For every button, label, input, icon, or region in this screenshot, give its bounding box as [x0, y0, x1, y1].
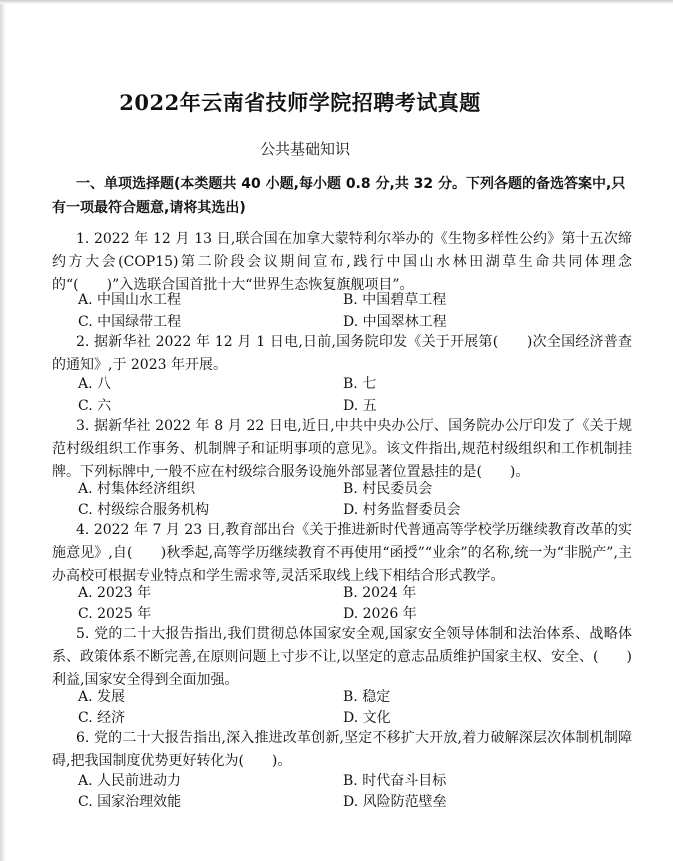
question-5-stem: 5. 党的二十大报告指出,我们贯彻总体国家安全观,国家安全领导体制和法治体系、战略体系、政策体系不断完善,在原则问题上寸步不让,以坚定的意志品质维护国家主权、安全、( )利益,国家安全得到全面加强。	[52, 626, 632, 688]
question-1-option-c: C. 中国绿带工程	[78, 314, 182, 330]
question-3-option-b: B. 村民委员会	[343, 481, 433, 497]
question-6-stem: 6. 党的二十大报告指出,深入推进改革创新,坚定不移扩大开放,着力破解深层次体制机制障碍,把我国制度优势更好转化为( )。	[52, 730, 632, 769]
page-subtitle: 公共基础知识	[259, 140, 350, 158]
question-6-option-b: B. 时代奋斗目标	[343, 773, 447, 789]
question-4-option-a: A. 2023 年	[78, 585, 152, 601]
question-3-option-d: D. 村务监督委员会	[343, 502, 461, 518]
question-1-option-d: D. 中国翠林工程	[343, 314, 447, 330]
question-6-option-a: A. 人民前进动力	[78, 773, 182, 789]
question-1-option-b: B. 中国碧草工程	[343, 292, 447, 308]
question-6-option-c: C. 国家治理效能	[78, 794, 182, 810]
question-4-option-b: B. 2024 年	[343, 585, 417, 601]
question-4-stem: 4. 2022 年 7 月 23 日,教育部出台《关于推进新时代普通高等学校学历继续教育改革的实施意见》,自( )秋季起,高等学历继续教育不再使用“函授”“业余”的名称,统一为“非脱产”,主办高校可根据专业特点和学生需求等,灵活采取线上线下相结合形式教学。	[52, 522, 632, 584]
question-4-option-c: C. 2025 年	[78, 606, 152, 622]
question-5-option-c: C. 经济	[78, 710, 126, 726]
section-heading: 一、单项选择题(本类题共 40 小题,每小题 0.8 分,共 32 分。下列各题的备选答案中,只有一项最符合题意,请将其选出)	[52, 176, 626, 216]
question-2-stem: 2. 据新华社 2022 年 12 月 1 日电,日前,国务院印发《关于开展第( )次全国经济普查的通知》,于 2023 年开展。	[52, 334, 632, 373]
question-2-option-a: A. 八	[78, 376, 112, 392]
question-1-option-a: A. 中国山水工程	[78, 292, 182, 308]
question-4-option-d: D. 2026 年	[343, 606, 417, 622]
question-3-option-c: C. 村级综合服务机构	[78, 502, 210, 518]
question-5-option-d: D. 文化	[343, 710, 391, 726]
question-2-option-c: C. 六	[78, 398, 112, 414]
question-2-option-d: D. 五	[343, 398, 377, 414]
question-1-stem: 1. 2022 年 12 月 13 日,联合国在加拿大蒙特利尔举办的《生物多样性公约》第十五次缔约方大会(COP15)第二阶段会议期间宣布,践行中国山水林田湖草生命共同体理念的“( )”入选联合国首批十大“世界生态恢复旗舰项目”。	[52, 231, 632, 293]
question-5-option-b: B. 稳定	[343, 689, 391, 705]
scan-shadow-left	[0, 0, 6, 861]
question-6-option-d: D. 风险防范壁垒	[343, 794, 447, 810]
page-title: 2022年云南省技师学院招聘考试真题	[119, 90, 481, 115]
scan-shadow-top	[0, 0, 673, 4]
question-2-option-b: B. 七	[343, 376, 377, 392]
question-3-option-a: A. 村集体经济组织	[78, 481, 196, 497]
question-5-option-a: A. 发展	[78, 689, 126, 705]
question-3-stem: 3. 据新华社 2022 年 8 月 22 日电,近日,中共中央办公厅、国务院办公厅印发了《关于规范村级组织工作事务、机制牌子和证明事项的意见》。该文件指出,规范村级组织和工作机制挂牌。下列标牌中,一般不应在村级综合服务设施外部显著位置悬挂的是( )。	[52, 418, 632, 480]
